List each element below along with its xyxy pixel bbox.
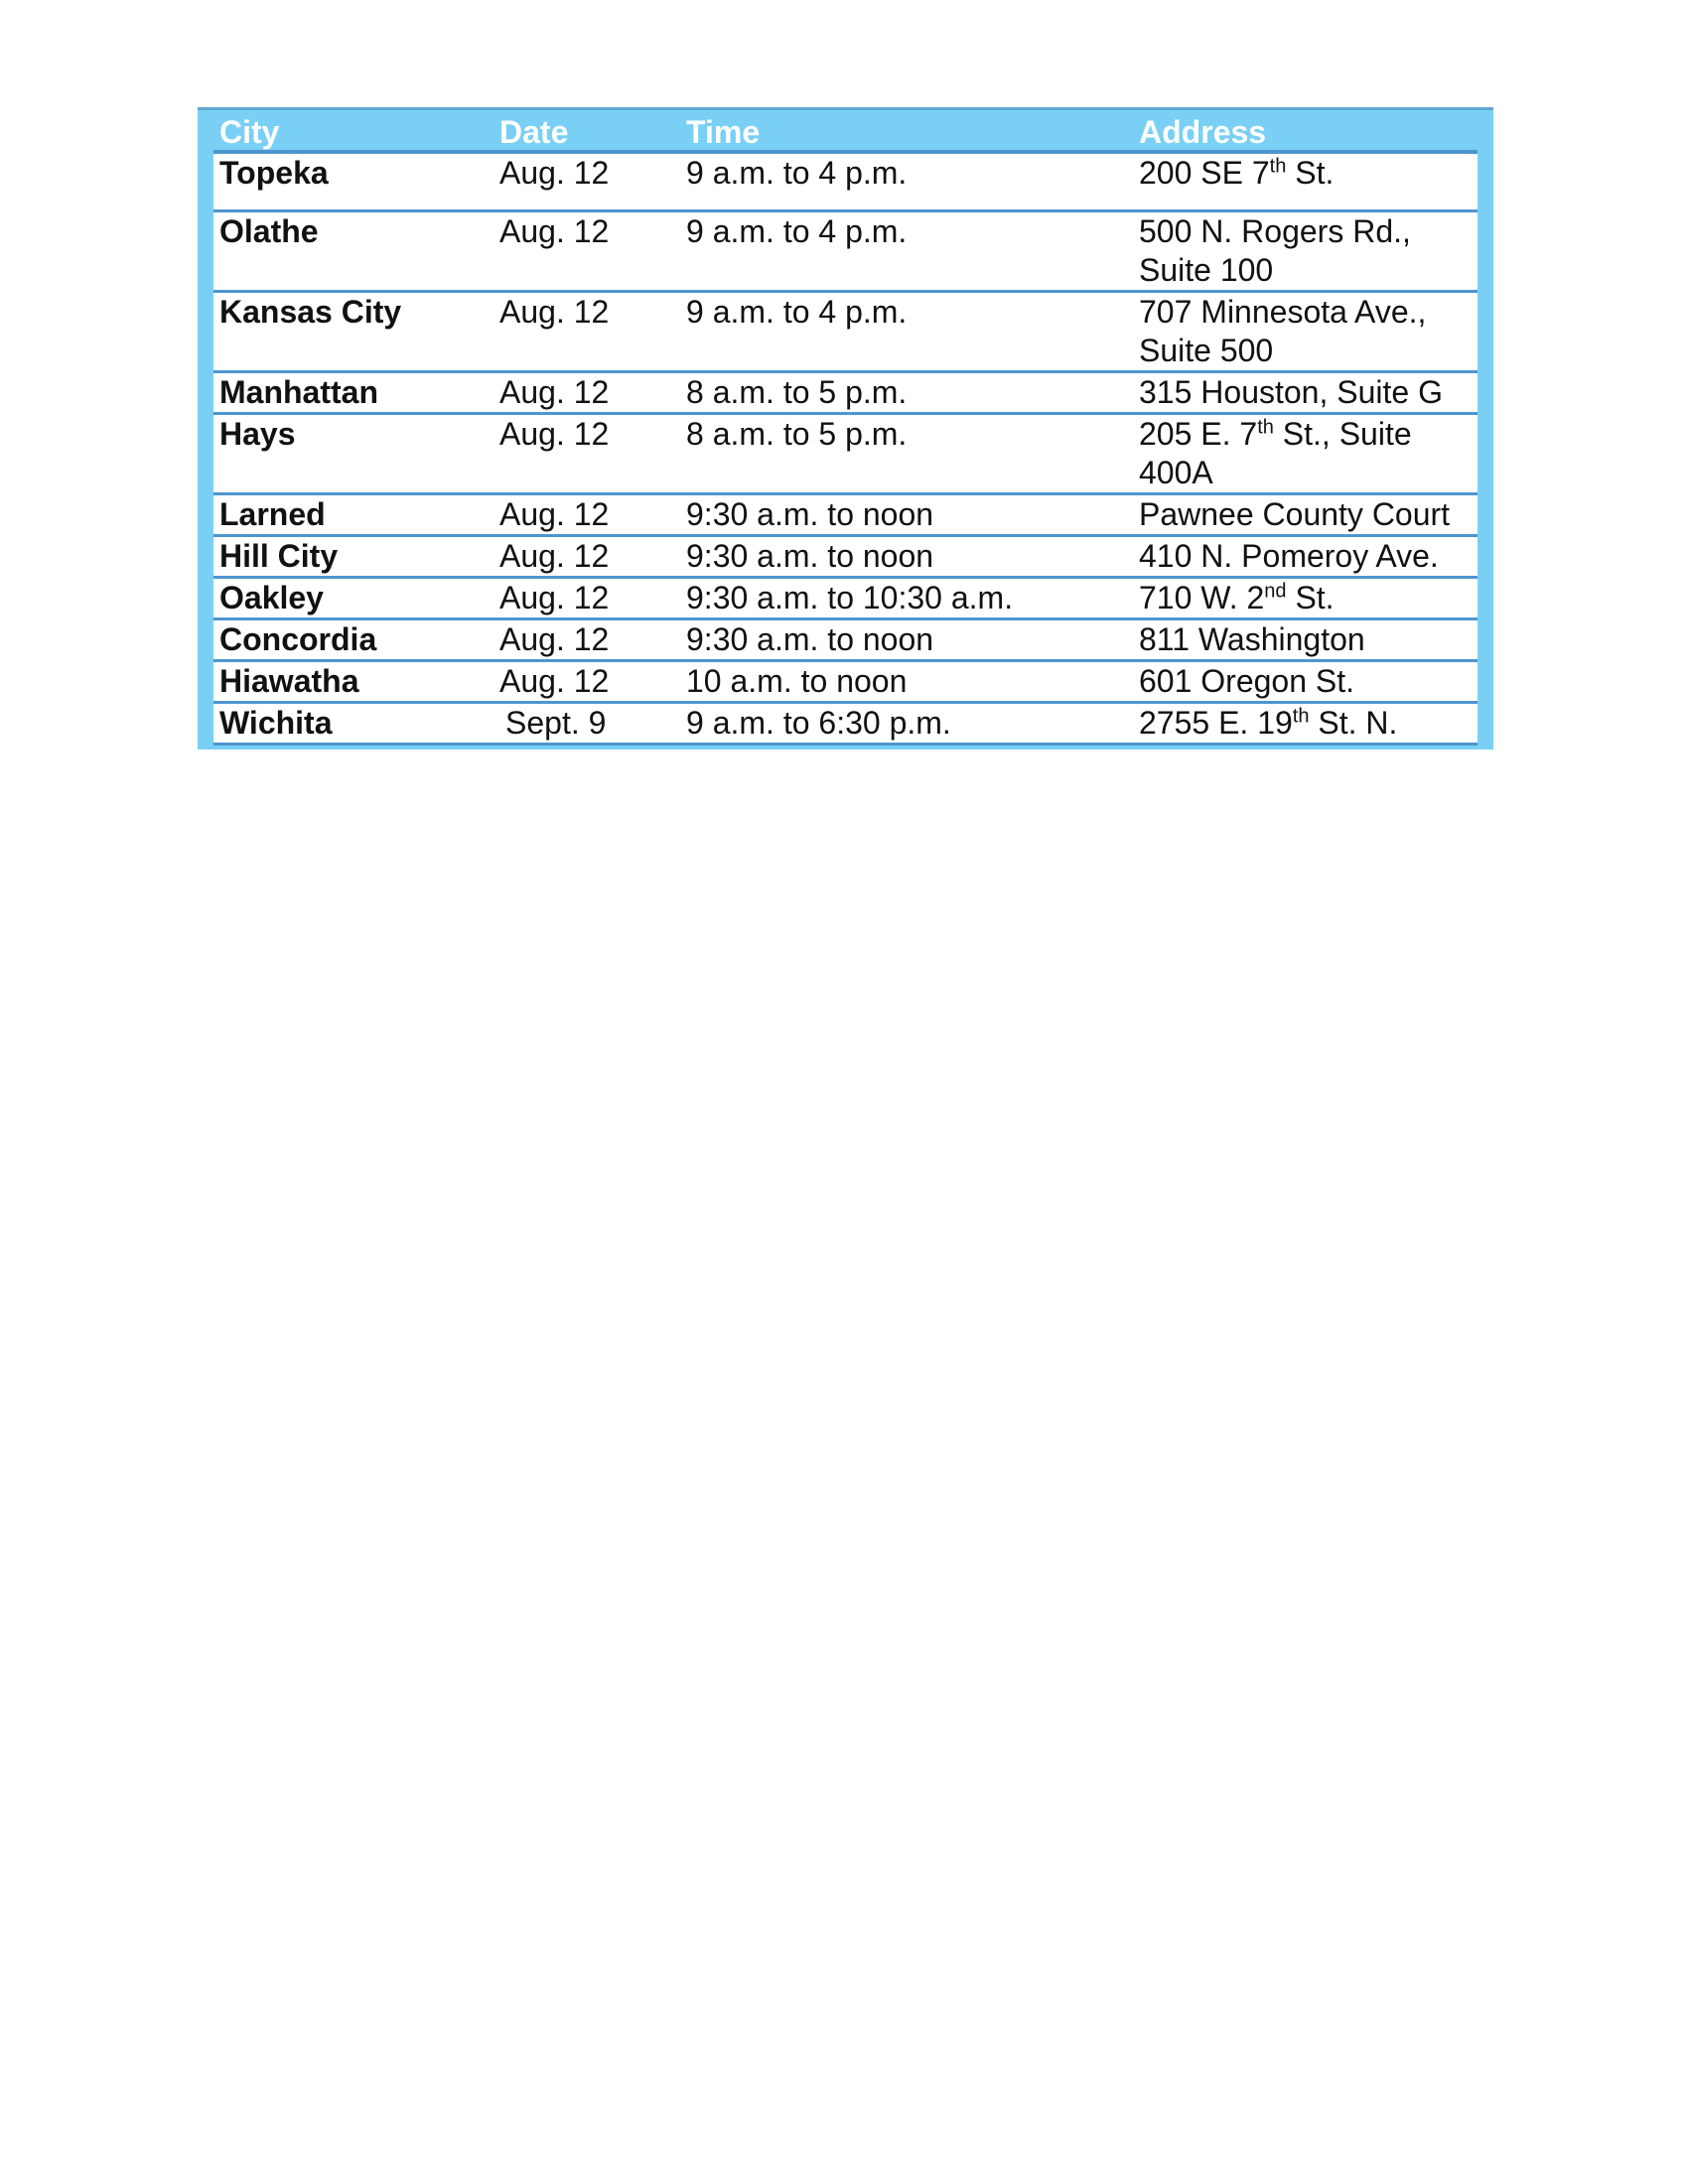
cell-date: Aug. 12 [493,211,680,292]
table-row [213,661,1477,703]
cell-address [1133,703,1477,745]
address-text: 200 SE 7 [1139,155,1270,191]
address-text-end: St. [1286,580,1335,615]
cell-time: 9:30 a.m. to noon [680,619,1133,661]
cell-city: Olathe [213,211,493,292]
table-row [213,372,1477,414]
cell-address [1133,414,1477,494]
cell-address [1133,211,1477,292]
table-row [213,536,1477,578]
cell-time: 9 a.m. to 4 p.m. [680,152,1133,211]
cell-city: Hays [213,414,493,494]
cell-city: Hiawatha [213,661,493,703]
cell-time: 9:30 a.m. to noon [680,536,1133,578]
address-text: 811 Washington [1139,621,1365,657]
table-row [213,292,1477,372]
schedule-table [213,110,1477,746]
cell-time: 9 a.m. to 6:30 p.m. [680,703,1133,745]
schedule-table-frame [198,107,1493,750]
cell-date: Aug. 12 [493,292,680,372]
cell-date: Aug. 12 [493,494,680,536]
cell-time: 9 a.m. to 4 p.m. [680,292,1133,372]
address-text-end: St., Suite 400A [1139,416,1412,490]
table-row [213,152,1477,211]
cell-address [1133,494,1477,536]
cell-date: Aug. 12 [493,414,680,494]
cell-time: 8 a.m. to 5 p.m. [680,414,1133,494]
address-suffix: th [1292,705,1310,728]
cell-date: Aug. 12 [493,619,680,661]
header-address: Address [1133,110,1477,152]
table-row [213,211,1477,292]
cell-city: Wichita [213,703,493,745]
cell-date: Aug. 12 [493,372,680,414]
cell-address [1133,372,1477,414]
cell-city: Concordia [213,619,493,661]
cell-city: Topeka [213,152,493,211]
cell-city: Hill City [213,536,493,578]
address-text: 315 Houston, Suite G [1139,374,1443,410]
cell-address [1133,536,1477,578]
cell-address [1133,619,1477,661]
cell-city: Manhattan [213,372,493,414]
address-suffix: th [1269,155,1287,178]
address-text: 2755 E. 19 [1139,705,1293,741]
address-text: 500 N. Rogers Rd., Suite 100 [1139,213,1411,288]
cell-time: 9:30 a.m. to 10:30 a.m. [680,578,1133,619]
table-row [213,703,1477,745]
address-text: 710 W. 2 [1139,580,1265,615]
address-suffix: nd [1264,580,1287,603]
cell-address [1133,292,1477,372]
cell-address [1133,578,1477,619]
header-time: Time [680,110,1133,152]
address-text: 410 N. Pomeroy Ave. [1139,538,1439,574]
cell-address [1133,661,1477,703]
cell-time: 10 a.m. to noon [680,661,1133,703]
header-city: City [213,110,493,152]
cell-time: 9 a.m. to 4 p.m. [680,211,1133,292]
cell-city: Larned [213,494,493,536]
table-row [213,414,1477,494]
table-row [213,494,1477,536]
address-text-end: St. N. [1309,705,1398,741]
cell-city: Kansas City [213,292,493,372]
cell-address [1133,152,1477,211]
cell-date: Aug. 12 [493,578,680,619]
cell-city: Oakley [213,578,493,619]
address-text-end: St. [1286,155,1335,191]
cell-date: Aug. 12 [493,661,680,703]
table-header-row [213,110,1477,152]
address-text: Pawnee County Court [1139,496,1451,532]
cell-date: Sept. 9 [493,703,680,745]
table-row [213,578,1477,619]
cell-date: Aug. 12 [493,536,680,578]
address-text: 205 E. 7 [1139,416,1258,452]
cell-time: 8 a.m. to 5 p.m. [680,372,1133,414]
address-text: 601 Oregon St. [1139,663,1355,699]
table-row [213,619,1477,661]
address-suffix: th [1257,416,1274,439]
header-date: Date [493,110,680,152]
cell-time: 9:30 a.m. to noon [680,494,1133,536]
cell-date: Aug. 12 [493,152,680,211]
address-text: 707 Minnesota Ave., Suite 500 [1139,294,1427,368]
